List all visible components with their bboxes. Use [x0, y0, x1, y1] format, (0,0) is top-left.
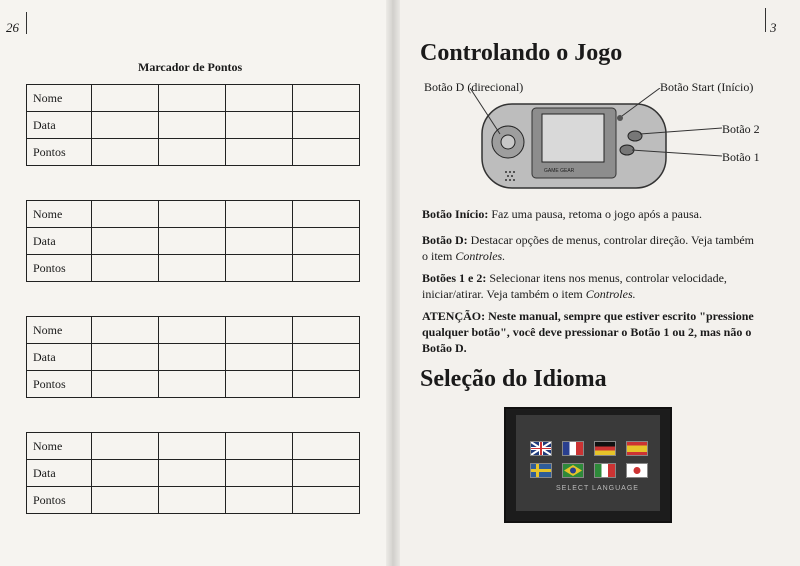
label-botao-d: Botão D: — [422, 233, 468, 247]
device-logo: GAME GEAR — [544, 168, 575, 174]
ref-controles-12: Controles. — [585, 287, 636, 301]
row-label-pontos: Pontos — [27, 255, 92, 282]
flag-uk-icon — [530, 441, 552, 456]
paragraph-botoes-1-2 — [422, 270, 762, 302]
row-label-nome: Nome — [27, 201, 92, 228]
ref-controles-d: Controles. — [455, 249, 506, 263]
text-inicio: Faz uma pausa, retoma o jogo após a pausa. — [488, 207, 702, 221]
page-number-left: 26 — [6, 20, 19, 35]
button-2-icon — [628, 131, 642, 141]
row-label-pontos: Pontos — [27, 139, 92, 166]
flag-japan-icon — [626, 463, 648, 478]
row-label-nome: Nome — [27, 433, 92, 460]
flag-france-icon — [562, 441, 584, 456]
flag-italy-icon — [594, 463, 616, 478]
row-label-nome: Nome — [27, 85, 92, 112]
section-title-language: Seleção do Idioma — [420, 366, 607, 392]
row-label-data: Data — [27, 228, 92, 255]
row-label-data: Data — [27, 344, 92, 371]
paragraph-inicio — [422, 206, 762, 222]
score-table-1 — [26, 84, 360, 166]
score-table-4 — [26, 432, 360, 514]
flag-spain-icon — [626, 441, 648, 456]
flag-brazil-icon — [562, 463, 584, 478]
text-botoes-1-2: Selecionar itens nos menus, controlar velocidade, iniciar/atirar. Veja também o item — [422, 271, 727, 301]
row-label-data: Data — [27, 460, 92, 487]
paragraph-atencao: ATENÇÃO: Neste manual, sempre que estiver escrito "pressione qualquer botão", você deve pressionar o Botão 1 ou 2, mas não o Botão D. — [422, 309, 754, 355]
callout-button-2: Botão 2 — [722, 122, 760, 136]
button-1-icon — [620, 145, 634, 155]
score-sheet-title: Marcador de Pontos — [138, 60, 243, 74]
margin-rule-left — [26, 12, 27, 34]
dpad-center-icon — [501, 135, 515, 149]
book-gutter — [386, 0, 400, 566]
section-title-controls: Controlando o Jogo — [420, 40, 623, 66]
label-inicio: Botão Início: — [422, 207, 489, 221]
language-screen — [516, 415, 660, 511]
flag-germany-icon — [594, 441, 616, 456]
game-gear-illustration — [470, 88, 730, 198]
callout-start: Botão Start (Início) — [660, 80, 754, 94]
language-screen-photo — [504, 407, 672, 523]
select-language-label: SELECT LANGUAGE — [556, 485, 639, 492]
text-botao-d: Destacar opções de menus, controlar direção. Veja também o item — [422, 233, 755, 263]
callout-dpad: Botão D (direcional) — [424, 80, 524, 94]
label-botoes-1-2: Botões 1 e 2: — [422, 271, 487, 285]
score-table-2 — [26, 200, 360, 282]
score-table-3 — [26, 316, 360, 398]
row-label-data: Data — [27, 112, 92, 139]
paragraph-botao-d — [422, 232, 762, 264]
device-screen — [542, 114, 604, 162]
margin-rule-right — [765, 8, 766, 32]
callout-button-1: Botão 1 — [722, 150, 760, 164]
row-label-pontos: Pontos — [27, 487, 92, 514]
flag-sweden-icon — [530, 463, 552, 478]
row-label-pontos: Pontos — [27, 371, 92, 398]
row-label-nome: Nome — [27, 317, 92, 344]
page-number-right: 3 — [770, 20, 777, 35]
